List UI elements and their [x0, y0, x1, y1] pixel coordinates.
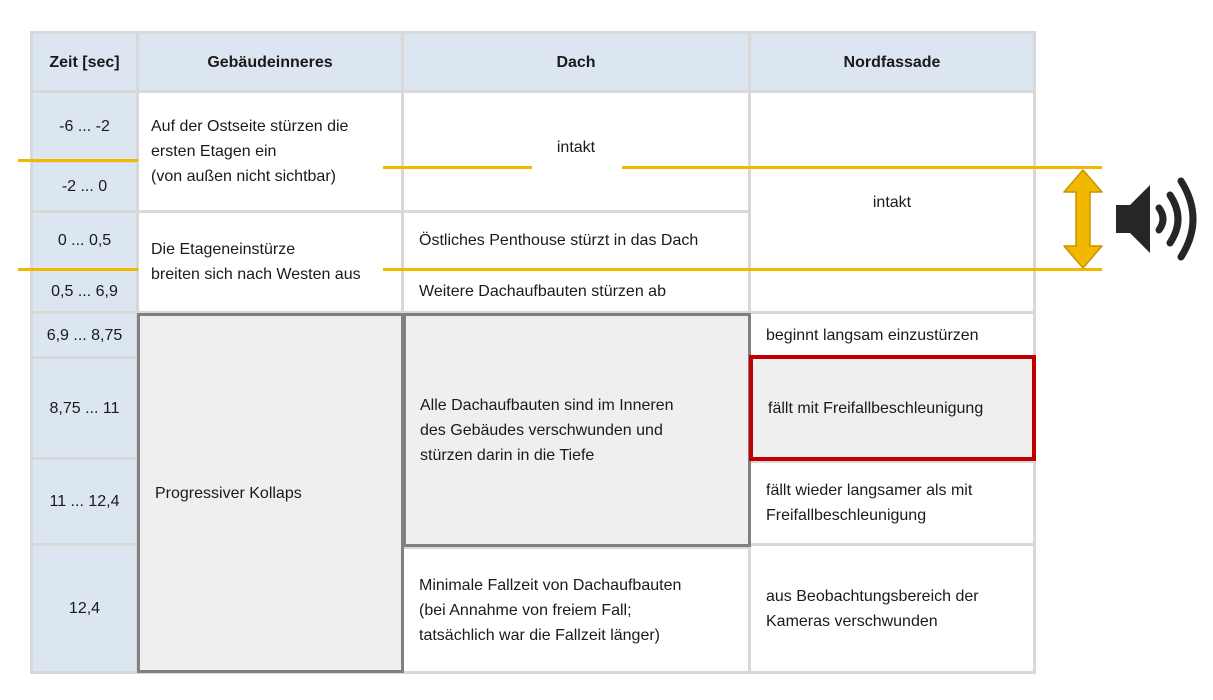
time-cell: 8,75 ... 11 [33, 359, 136, 457]
north-intact: intakt [751, 93, 1033, 311]
north-begins: beginnt langsam einzustürzen [751, 314, 1033, 356]
north-gone: aus Beobachtungsbereich der Kameras verschwunden [751, 546, 1033, 671]
time-cell: 0,5 ... 6,9 [33, 271, 136, 311]
roof-intact-label: intakt [556, 139, 596, 156]
roof-vanished: Alle Dachaufbauten sind im Inneren des Gebäudes verschwunden und stürzen darin in die Tiefe [403, 313, 751, 547]
interior-east-collapse: Auf der Ostseite stürzen die ersten Etagen ein (von außen nicht sichtbar) [139, 93, 401, 210]
north-slower: fällt wieder langsamer als mit Freifallbeschleunigung [751, 463, 1033, 543]
roof-min-fall: Minimale Fallzeit von Dachaufbauten (bei Annahme von freiem Fall; tatsächlich war die Fallzeit länger) [404, 549, 748, 671]
time-cell: -2 ... 0 [33, 163, 136, 210]
time-cell: -6 ... -2 [33, 93, 136, 160]
roof-penthouse: Östliches Penthouse stürzt in das Dach [404, 213, 748, 268]
time-cell: 6,9 ... 8,75 [33, 314, 136, 356]
north-freefall: fällt mit Freifallbeschleunigung [749, 355, 1036, 461]
double-arrow-icon [1060, 168, 1106, 270]
highlight-line-top [383, 166, 532, 169]
time-cell: 12,4 [33, 546, 136, 671]
highlight-line-bottom [18, 268, 138, 271]
roof-further: Weitere Dachaufbauten stürzen ab [404, 271, 748, 311]
highlight-line-top [622, 166, 1102, 169]
roof-intact [404, 93, 748, 210]
header-interior: Gebäudeinneres [139, 34, 401, 90]
header-time: Zeit [sec] [33, 34, 136, 90]
header-north: Nordfassade [751, 34, 1033, 90]
header-roof: Dach [404, 34, 748, 90]
interior-progressive-collapse: Progressiver Kollaps [137, 313, 404, 673]
highlight-line-top [18, 159, 138, 162]
highlight-line-bottom [383, 268, 1102, 271]
time-cell: 0 ... 0,5 [33, 213, 136, 268]
time-cell: 11 ... 12,4 [33, 460, 136, 543]
interior-spread-west: Die Etageneinstürze breiten sich nach Westen aus [139, 213, 401, 311]
speaker-icon [1112, 175, 1202, 263]
